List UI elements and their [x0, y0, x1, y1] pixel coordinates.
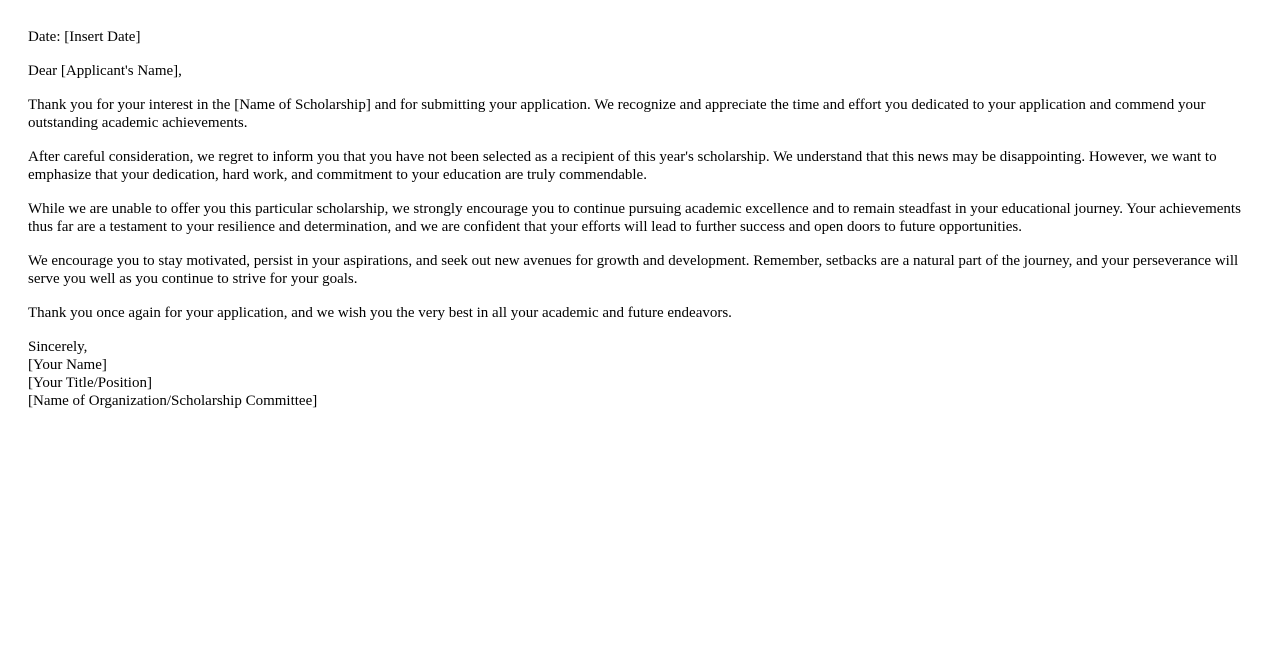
date-line: Date: [Insert Date]: [28, 29, 141, 45]
paragraph-encouragement: While we are unable to offer you this particular scholarship, we strongly encourage you to continue pursuing academic excellence and to remain steadfast in your educational journey. Your achievements thus far are a testament to your resilience and determination, and we are confident that your efforts will lead to further success and open doors to future opportunities.: [28, 201, 1241, 235]
paragraph-closing-thanks: Thank you once again for your application, and we wish you the very best in all your academic and future endeavors.: [28, 305, 732, 321]
signer-organization: [Name of Organization/Scholarship Committee]: [28, 393, 318, 409]
letter-body: [28, 28, 1254, 410]
paragraph-motivation: We encourage you to stay motivated, persist in your aspirations, and seek out new avenues for growth and development. Remember, setbacks are a natural part of the journey, and your perseverance will serve you well as you continue to strive for your goals.: [28, 253, 1239, 287]
signer-title: [Your Title/Position]: [28, 375, 152, 391]
paragraph-decision: After careful consideration, we regret to inform you that you have not been selected as a recipient of this year's scholarship. We understand that this news may be disappointing. However, we want to emphasize that your dedication, hard work, and commitment to your education are truly commendable.: [28, 149, 1217, 183]
signer-name: [Your Name]: [28, 357, 107, 373]
salutation: Dear [Applicant's Name],: [28, 63, 182, 79]
valediction: Sincerely,: [28, 339, 88, 355]
signature-block: [28, 338, 1254, 410]
paragraph-thank-you: Thank you for your interest in the [Name of Scholarship] and for submitting your application. We recognize and appreciate the time and effort you dedicated to your application and commend your outstanding academic achievements.: [28, 97, 1206, 131]
